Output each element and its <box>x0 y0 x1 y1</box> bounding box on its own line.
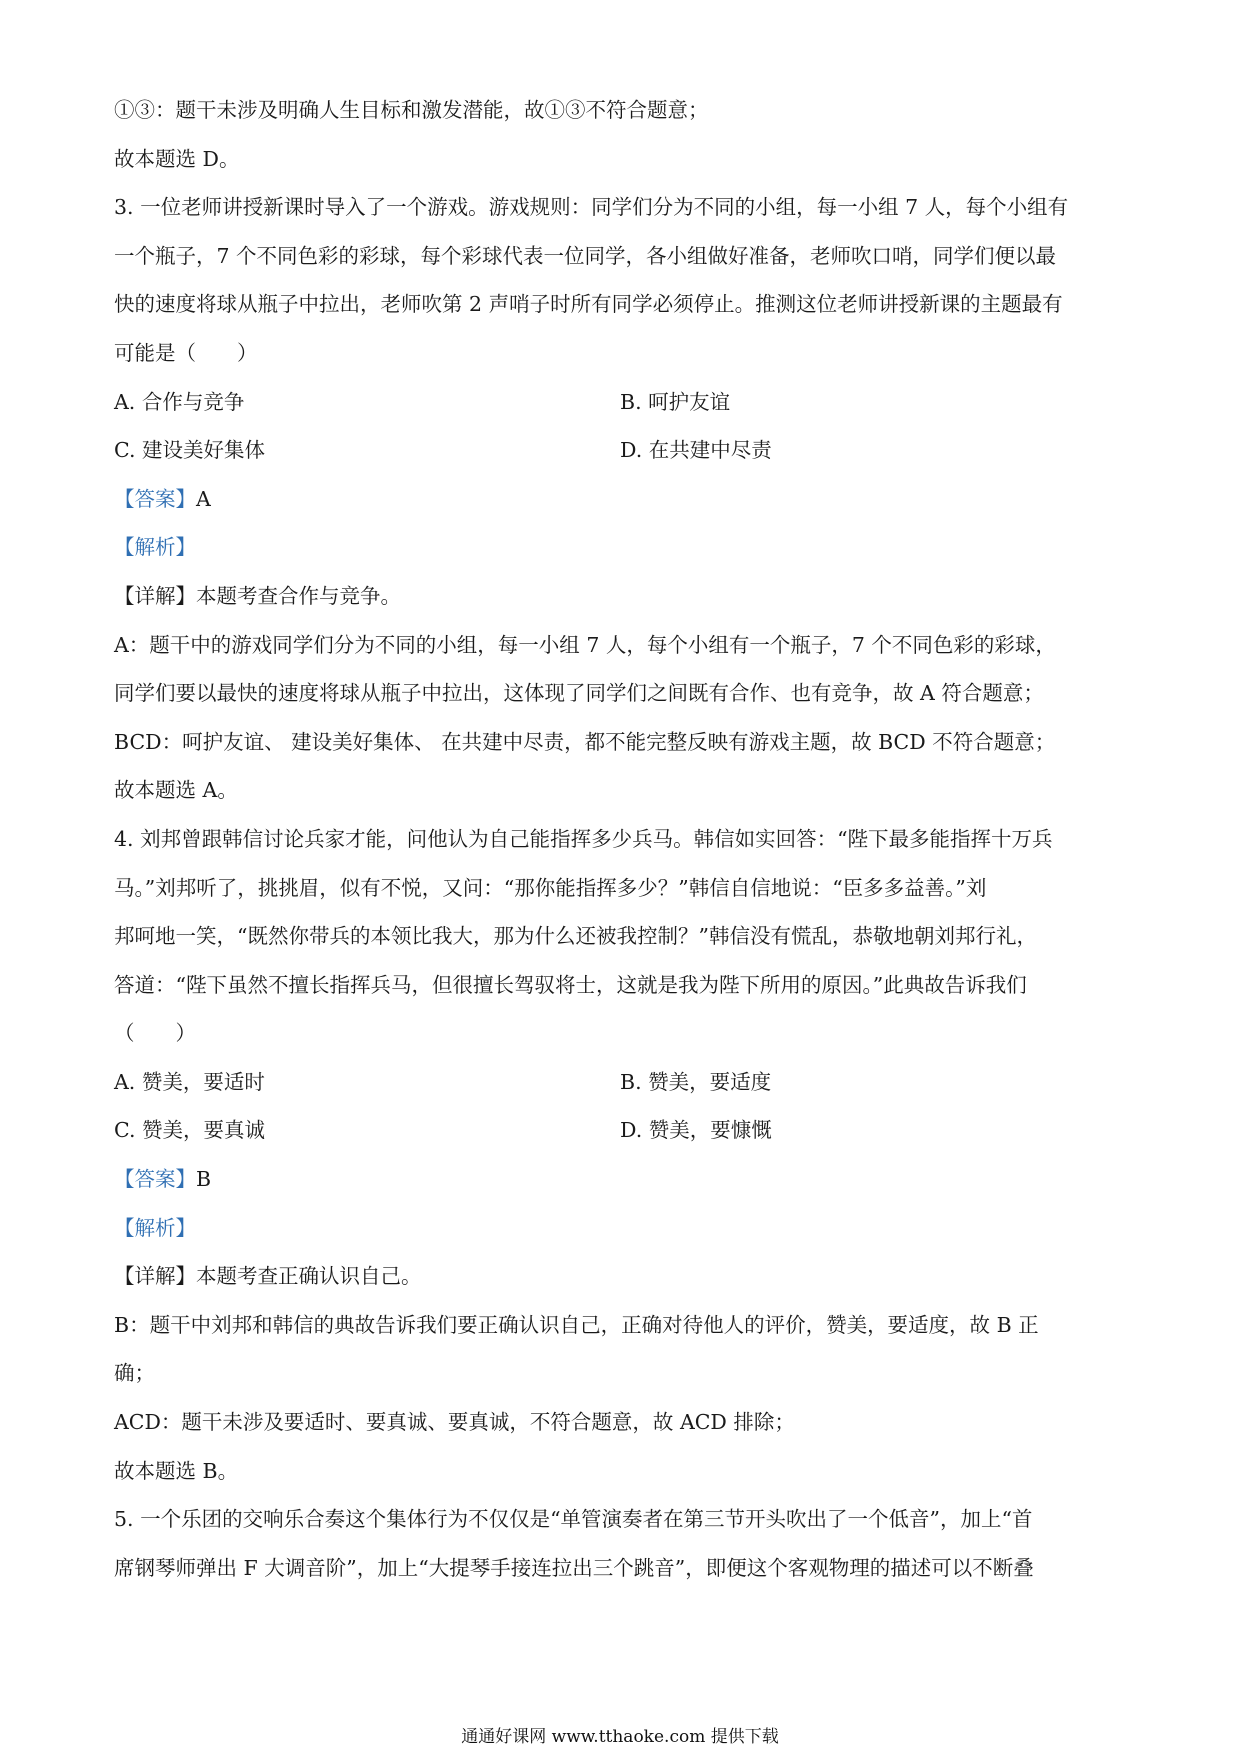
option-d: D. 赞美，要慷慨 <box>620 1118 772 1143</box>
detail-line: A：题干中的游戏同学们分为不同的小组，每一小组 7 人，每个小组有一个瓶子，7 个不同色彩的彩球， <box>114 632 1056 657</box>
option-c: C. 建设美好集体 <box>114 438 265 463</box>
question-3-stem-line: 可能是（ ） <box>114 340 258 365</box>
detail-line: BCD：呵护友谊、 建设美好集体、 在共建中尽责，都不能完整反映有游戏主题，故 BCD 不符合题意； <box>114 729 1056 754</box>
text-line: 故本题选 D。 <box>114 146 240 171</box>
detail-line: 确； <box>114 1361 155 1386</box>
question-3-options-row <box>114 438 1134 462</box>
answer-value: A <box>196 486 211 511</box>
option-a: A. 合作与竞争 <box>114 389 245 414</box>
analysis-tag: 【解析】 <box>114 1215 196 1240</box>
analysis-line <box>114 1216 1134 1240</box>
answer-line <box>114 1167 1134 1191</box>
option-d: D. 在共建中尽责 <box>620 438 772 463</box>
answer-value: B <box>196 1167 212 1192</box>
question-4-options-row <box>114 1070 1134 1094</box>
question-4-stem-line: （ ） <box>114 1021 196 1046</box>
page-footer: 通通好课网 www.tthaoke.com 提供下载 <box>461 1727 779 1747</box>
question-4-options-row <box>114 1118 1134 1142</box>
detail-line: 【详解】本题考查合作与竞争。 <box>114 583 401 608</box>
question-4-stem-line: 答道：“陛下虽然不擅长指挥兵马，但很擅长驾驭将士，这就是我为陛下所用的原因。”此典故告诉我们 <box>114 972 1027 997</box>
detail-line: 故本题选 B。 <box>114 1458 239 1483</box>
detail-line: B：题干中刘邦和韩信的典故告诉我们要正确认识自己，正确对待他人的评价，赞美，要适度，故 B 正 <box>114 1312 1039 1337</box>
analysis-tag: 【解析】 <box>114 535 196 560</box>
answer-tag: 【答案】 <box>114 1167 196 1192</box>
question-3-stem-line: 一个瓶子，7 个不同色彩的彩球，每个彩球代表一位同学，各小组做好准备，老师吹口哨，同学们便以最 <box>114 243 1057 268</box>
question-5-stem-line: 席钢琴师弹出 F 大调音阶”，加上“大提琴手接连拉出三个跳音”，即便这个客观物理的描述可以不断叠 <box>114 1555 1034 1580</box>
question-3-stem-line: 3. 一位老师讲授新课时导入了一个游戏。游戏规则：同学们分为不同的小组，每一小组 7 人，每个小组有 <box>114 195 1069 220</box>
question-5-stem-line: 5. 一个乐团的交响乐合奏这个集体行为不仅仅是“单管演奏者在第三节开头吹出了一个低音”，加上“首 <box>114 1507 1033 1532</box>
text-line: ①③：题干未涉及明确人生目标和激发潜能，故①③不符合题意； <box>114 98 709 122</box>
analysis-line <box>114 535 1134 559</box>
question-3-stem-line: 快的速度将球从瓶子中拉出，老师吹第 2 声哨子时所有同学必须停止。推测这位老师讲授新课的主题最有 <box>114 292 1063 317</box>
question-3-options-row <box>114 390 1134 414</box>
question-4-stem-line: 邦呵地一笑，“既然你带兵的本领比我大，那为什么还被我控制？”韩信没有慌乱，恭敬地朝刘邦行礼， <box>114 924 1037 949</box>
option-b: B. 呵护友谊 <box>620 389 731 414</box>
detail-line: ACD：题干未涉及要适时、要真诚、要真诚，不符合题意，故 ACD 排除； <box>114 1410 795 1435</box>
detail-line: 【详解】本题考查正确认识自己。 <box>114 1264 422 1289</box>
option-a: A. 赞美，要适时 <box>114 1069 265 1094</box>
question-4-stem-line: 马。”刘邦听了，挑挑眉，似有不悦，又问：“那你能指挥多少？”韩信自信地说：“臣多多益善。”刘 <box>114 875 987 900</box>
detail-line: 同学们要以最快的速度将球从瓶子中拉出，这体现了同学们之间既有合作、也有竞争，故 A 符合题意； <box>114 681 1044 706</box>
document-page <box>114 98 1134 1604</box>
answer-tag: 【答案】 <box>114 486 196 511</box>
question-4-stem-line: 4. 刘邦曾跟韩信讨论兵家才能，问他认为自己能指挥多少兵马。韩信如实回答：“陛下最多能指挥十万兵 <box>114 826 1053 851</box>
detail-line: 故本题选 A。 <box>114 778 238 803</box>
answer-line <box>114 487 1134 511</box>
option-b: B. 赞美，要适度 <box>620 1069 772 1094</box>
option-c: C. 赞美，要真诚 <box>114 1118 265 1143</box>
